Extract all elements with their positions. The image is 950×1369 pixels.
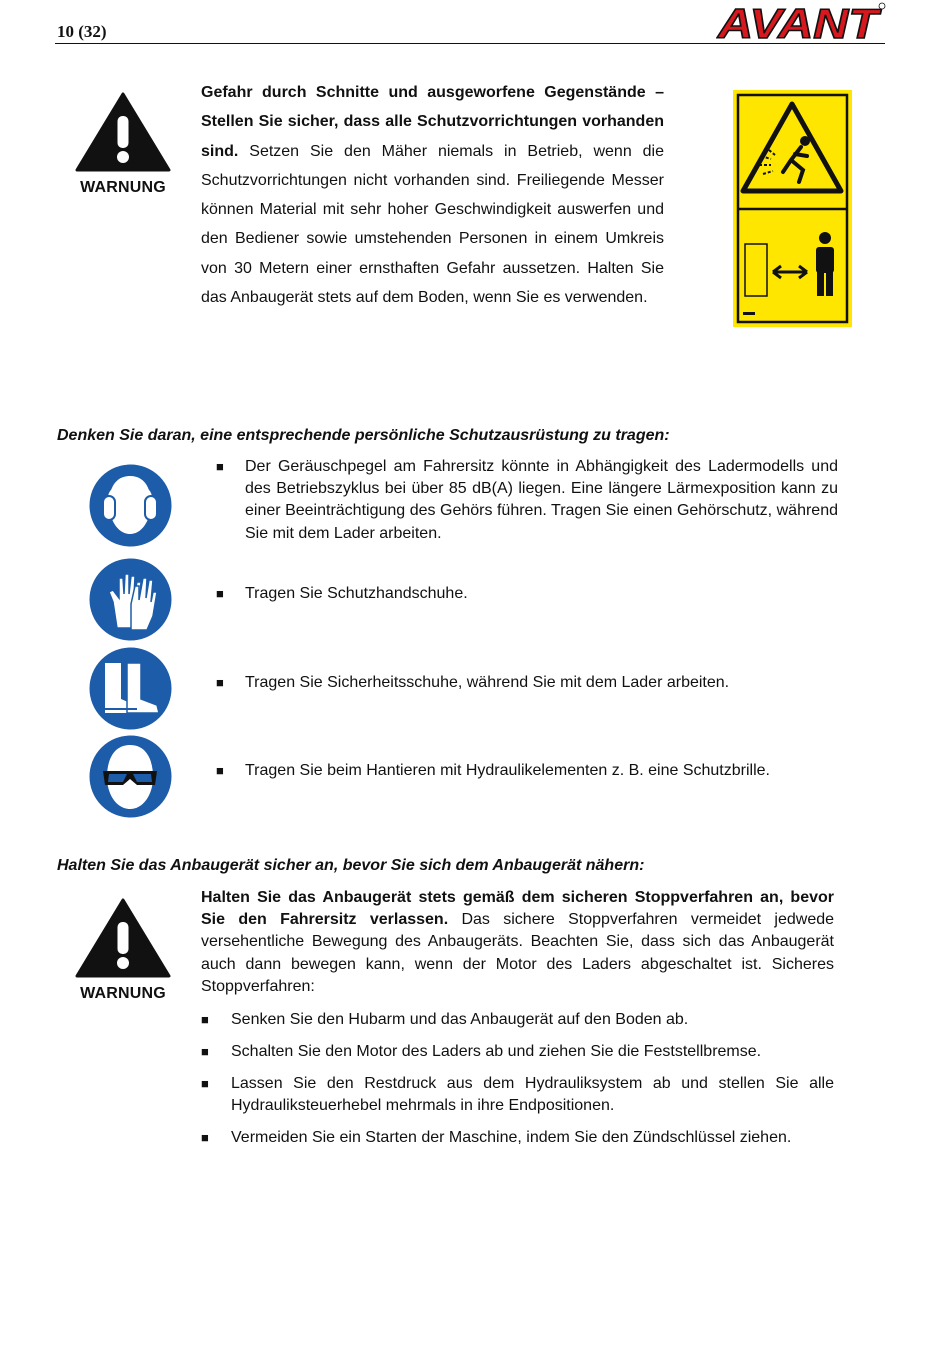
bullet: ■ (201, 1012, 209, 1027)
warning-triangle-icon (73, 898, 173, 978)
ppe-heading: Denken Sie daran, eine entsprechende persönliche Schutzausrüstung zu tragen: (57, 427, 670, 444)
ppe-item: ■ Tragen Sie Schutzhandschuhe. (216, 583, 838, 605)
ppe-item: ■ Tragen Sie beim Hantieren mit Hydraulikelementen z. B. eine Schutzbrille. (216, 760, 838, 782)
warning-label: WARNUNG (80, 179, 166, 196)
warning-triangle-icon (73, 92, 173, 172)
warning-sign (73, 92, 173, 197)
ear-protection-icon (87, 462, 174, 554)
header-rule (55, 43, 885, 44)
warning-text: Setzen Sie den Mäher niemals in Betrieb, wenn die Schutzvorrichtungen nicht vorhanden sind. Freiliegende Messer können Material mit sehr hoher Geschwindigkeit auswerfen und den Bediener sowie umstehenden Personen in einem Umkreis von 30 Metern einer ernsthaften Gefahr aussetzen. Halten Sie das Anbaugerät stets auf dem Boden, wenn Sie es verwenden. (201, 142, 664, 307)
ppe-item: ■ Tragen Sie Sicherheitsschuhe, während Sie mit dem Lader arbeiten. (216, 672, 838, 694)
page-number: 10 (32) (57, 22, 107, 41)
avant-logo (716, 2, 888, 47)
warning-bold-text: Gefahr durch Schnitte und ausgeworfene Gegenstände – Stellen Sie sicher, dass alle Schutzvorrichtungen vorhanden sind. (201, 84, 664, 160)
stop-step: ■ Vermeiden Sie ein Starten der Maschine, indem Sie den Zündschlüssel ziehen. (201, 1127, 834, 1149)
stop-step: ■ Lassen Sie den Restdruck aus dem Hydrauliksystem ab und stellen Sie alle Hydrauliksteuerhebel mehrmals in ihre Endpositionen. (201, 1075, 834, 1115)
bullet: ■ (201, 1076, 209, 1091)
bullet: ■ (201, 1044, 209, 1059)
gloves-icon (87, 556, 174, 648)
stop-step: ■ Senken Sie den Hubarm und das Anbaugerät auf den Boden ab. (201, 1009, 834, 1031)
stop-bold-text: Halten Sie das Anbaugerät stets gemäß dem sicheren Stoppverfahren an, bevor Sie den Fahrersitz verlassen. (201, 889, 834, 929)
bullet: ■ (216, 675, 224, 690)
goggles-icon (87, 733, 174, 825)
bullet: ■ (216, 586, 224, 601)
bullet: ■ (216, 459, 224, 474)
ppe-item: ■ Der Geräuschpegel am Fahrersitz könnte in Abhängigkeit des Ladermodells und des Betriebszyklus bei über 85 dB(A) liegen. Eine längere Lärmexposition kann zu einer Beeinträchtigung des Gehörs führen. Tragen Sie einen Gehörschutz, während Sie mit dem Lader arbeiten. (216, 458, 838, 542)
stop-step: ■ Schalten Sie den Motor des Laders ab und ziehen Sie die Feststellbremse. (201, 1041, 834, 1063)
safety-decal (733, 90, 852, 327)
logo-text: AVANT (716, 2, 882, 42)
stop-heading: Halten Sie das Anbaugerät sicher an, bevor Sie sich dem Anbaugerät nähern: (57, 857, 645, 874)
warning-sign (73, 898, 173, 1003)
bullet: ■ (201, 1130, 209, 1145)
stop-text: Das sichere Stoppverfahren vermeidet jedwede versehentliche Bewegung des Anbaugeräts. Beachten Sie, dass sich das Anbaugerät auch dann bewegen kann, wenn der Motor des Laders abgeschaltet ist. Sicheres Stoppverfahren: (201, 911, 835, 995)
safety-boots-icon (87, 645, 174, 737)
bullet: ■ (216, 763, 224, 778)
warning-label: WARNUNG (80, 985, 166, 1002)
stop-paragraph (201, 887, 834, 998)
warning-paragraph (201, 78, 664, 312)
